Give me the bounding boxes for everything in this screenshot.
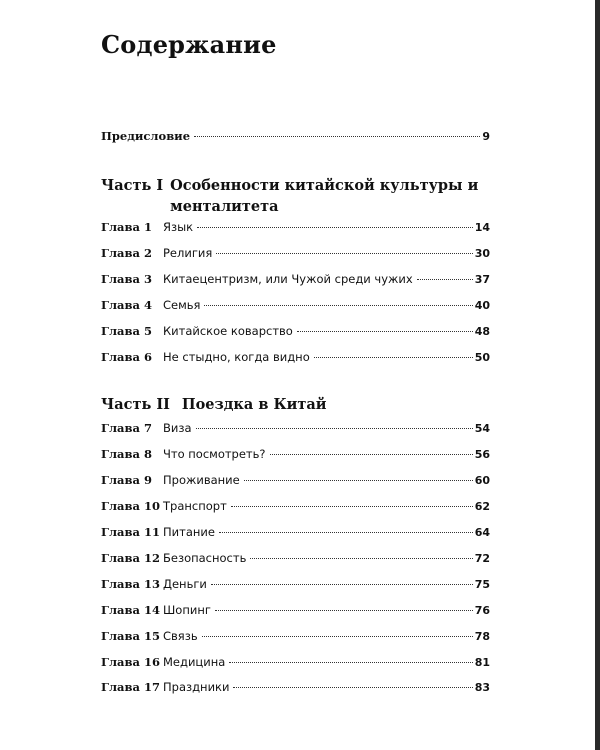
toc-entry-chapter-5[interactable] [101, 324, 490, 342]
toc-entry-chapter-8[interactable] [101, 447, 490, 465]
chapter-title: Религия [163, 246, 213, 260]
page-edge [595, 0, 600, 750]
dot-leader [231, 506, 473, 507]
chapter-label: Глава 16 [101, 655, 160, 669]
dot-leader [233, 687, 472, 688]
part-heading-2 [101, 394, 481, 415]
chapter-label: Глава 4 [101, 298, 152, 312]
chapter-label: Глава 17 [101, 680, 160, 694]
toc-entry-chapter-12[interactable] [101, 551, 490, 569]
chapter-title: Безопасность [163, 551, 247, 565]
chapter-title: Что посмотреть? [163, 447, 266, 461]
chapter-label: Глава 1 [101, 220, 152, 234]
chapter-title: Питание [163, 525, 215, 539]
toc-page-number: 30 [474, 247, 490, 260]
chapter-title: Проживание [163, 473, 240, 487]
dot-leader [314, 357, 473, 358]
dot-leader [216, 253, 472, 254]
chapter-title: Виза [163, 421, 192, 435]
dot-leader [211, 584, 473, 585]
chapter-title: Семья [163, 298, 201, 312]
chapter-title: Праздники [163, 680, 230, 694]
chapter-label: Глава 5 [101, 324, 152, 338]
toc-entry-chapter-7[interactable] [101, 421, 490, 439]
part-title: Поездка в Китай [181, 396, 327, 413]
chapter-label: Глава 3 [101, 272, 152, 286]
dot-leader [297, 331, 473, 332]
toc-page-number: 62 [474, 500, 490, 513]
chapter-label: Глава 2 [101, 246, 152, 260]
dot-leader [196, 428, 473, 429]
dot-leader [197, 227, 473, 228]
toc-entry-preface[interactable] [101, 129, 490, 147]
toc-entry-title: Предисловие [101, 129, 191, 143]
toc-page-number: 78 [474, 630, 490, 643]
chapter-title: Шопинг [163, 603, 211, 617]
toc-entry-chapter-14[interactable] [101, 603, 490, 621]
toc-page-number: 54 [474, 422, 490, 435]
chapter-label: Глава 14 [101, 603, 160, 617]
toc-page-number: 9 [482, 130, 490, 143]
toc-page-number: 50 [474, 351, 490, 364]
chapter-label: Глава 6 [101, 350, 152, 364]
toc-entry-chapter-2[interactable] [101, 246, 490, 264]
toc-entry-chapter-15[interactable] [101, 629, 490, 647]
dot-leader [219, 532, 473, 533]
chapter-title: Китайское коварство [163, 324, 293, 338]
toc-entry-chapter-1[interactable] [101, 220, 490, 238]
chapter-label: Глава 15 [101, 629, 160, 643]
chapter-title: Китаецентризм, или Чужой среди чужих [163, 272, 413, 286]
toc-entry-chapter-3[interactable] [101, 272, 490, 290]
chapter-title: Медицина [163, 655, 226, 669]
dot-leader [250, 558, 472, 559]
toc-page-number: 37 [474, 273, 490, 286]
toc-entry-chapter-13[interactable] [101, 577, 490, 595]
dot-leader [204, 305, 472, 306]
toc-entry-chapter-4[interactable] [101, 298, 490, 316]
chapter-title: Транспорт [163, 499, 227, 513]
toc-entry-chapter-6[interactable] [101, 350, 490, 368]
part-label: Часть I [101, 177, 164, 194]
chapter-label: Глава 12 [101, 551, 160, 565]
toc-page-number: 76 [474, 604, 490, 617]
toc-page-number: 81 [474, 656, 490, 669]
toc-entry-chapter-17[interactable] [101, 680, 490, 698]
toc-entry-chapter-11[interactable] [101, 525, 490, 543]
chapter-label: Глава 10 [101, 499, 160, 513]
part-label: Часть II [101, 396, 170, 413]
page-title: Содержание [101, 30, 277, 59]
toc-page-number: 75 [474, 578, 490, 591]
chapter-label: Глава 8 [101, 447, 152, 461]
toc-entry-chapter-10[interactable] [101, 499, 490, 517]
dot-leader [270, 454, 473, 455]
dot-leader [202, 636, 473, 637]
chapter-label: Глава 9 [101, 473, 152, 487]
toc-entry-chapter-9[interactable] [101, 473, 490, 491]
toc-page-number: 14 [474, 221, 490, 234]
toc-page-number: 60 [474, 474, 490, 487]
toc-page-number: 48 [474, 325, 490, 338]
toc-page-number: 40 [474, 299, 490, 312]
dot-leader [417, 279, 473, 280]
toc-page-number: 72 [474, 552, 490, 565]
toc-page-number: 83 [474, 681, 490, 694]
chapter-title: Не стыдно, когда видно [163, 350, 310, 364]
part-title: Особенности китайской культуры и менталитета [170, 177, 479, 215]
chapter-label: Глава 11 [101, 525, 160, 539]
part-heading-1 [101, 175, 481, 217]
chapter-title: Связь [163, 629, 198, 643]
toc-page-number: 64 [474, 526, 490, 539]
dot-leader [244, 480, 473, 481]
toc-entry-chapter-16[interactable] [101, 655, 490, 673]
chapter-title: Язык [163, 220, 194, 234]
dot-leader [229, 662, 472, 663]
chapter-label: Глава 7 [101, 421, 152, 435]
toc-page-number: 56 [474, 448, 490, 461]
dot-leader [194, 136, 480, 137]
chapter-title: Деньги [163, 577, 207, 591]
chapter-label: Глава 13 [101, 577, 160, 591]
dot-leader [215, 610, 473, 611]
